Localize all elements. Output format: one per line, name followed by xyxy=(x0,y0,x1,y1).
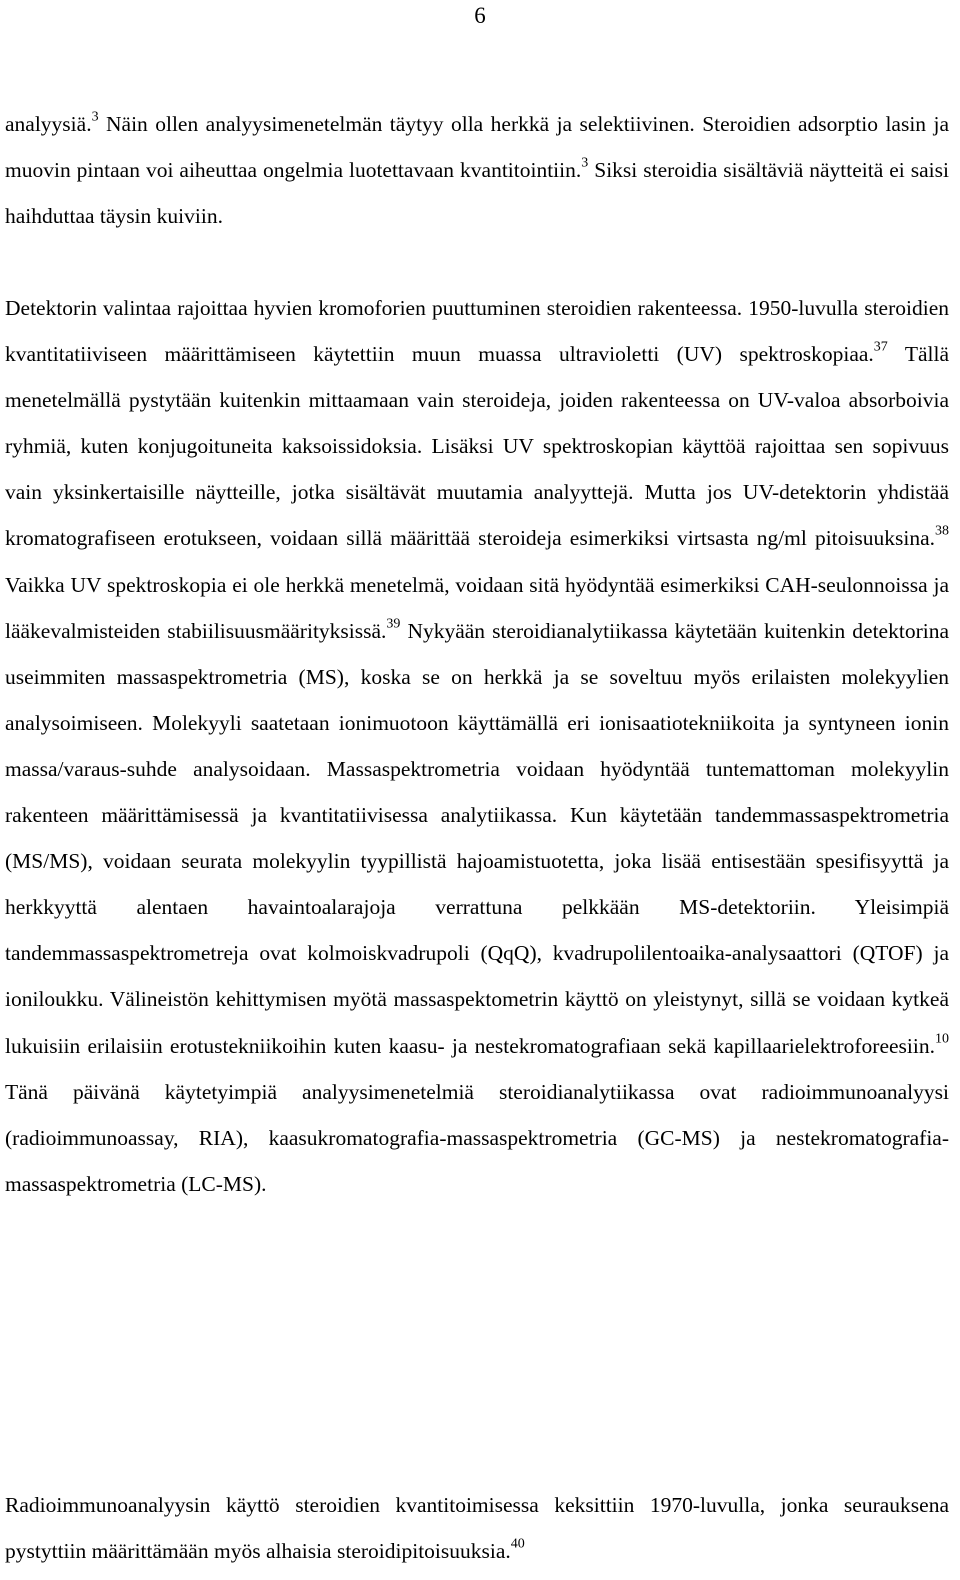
body-text: Vaikka UV spektroskopia ei ole herkkä menetelmä, voidaan sitä hyödyntää esimerkiksi CAH-seulonnoissa ja lääkevalmisteiden stabiilisuusmäärityksissä. xyxy=(5,572,949,643)
body-text: Tällä menetelmällä pystytään kuitenkin mittaamaan vain steroideja, joiden rakenteessa on UV-valoa absorboivia ryhmiä, kuten konjugoituneita kaksoissidoksia. Lisäksi UV spektroskopian käyttöä rajoittaa sen sopivuus vain yksinkertaisille näytteille, jotka sisältävät muutamia analyyttejä. Mutta jos UV-detektorin yhdistää kromatografiseen erotukseen, voidaan sillä määrittää steroideja esimerkiksi virtsasta ng/ml pitoisuuksina. xyxy=(5,342,949,551)
body-text: Siksi steroidia sisältäviä näytteitä ei saisi haihduttaa täysin kuiviin. xyxy=(5,158,949,229)
body-text: Radioimmunoanalyysin käyttö steroidien kvantitoimisessa keksittiin 1970-luvulla, jonka seurauksena pystyttiin määrittämään myös alhaisia steroidipitoisuuksia. xyxy=(5,1493,949,1564)
paragraph-radioimmunoassay xyxy=(5,1482,949,1574)
footnote-reference: 39 xyxy=(386,616,401,632)
paragraph-intro xyxy=(5,101,949,239)
footnote-reference: 40 xyxy=(510,1536,525,1552)
body-text: Näin ollen analyysimenetelmän täytyy olla herkkä ja selektiivinen. Steroidien adsorptio lasin ja muovin pintaan voi aiheuttaa ongelmia luotettavaan kvantitointiin. xyxy=(5,112,949,183)
body-text: Detektorin valintaa rajoittaa hyvien kromoforien puuttuminen steroidien rakenteessa. 1950-luvulla steroidien kvantitatiiviseen määrittämiseen käytettiin muun muassa ultravioletti (UV) spektroskopiaa. xyxy=(5,296,949,367)
page-number: 6 xyxy=(474,3,486,28)
footnote-reference: 38 xyxy=(935,523,949,539)
footnote-reference: 3 xyxy=(581,155,589,171)
body-text: Nykyään steroidianalytiikassa käytetään kuitenkin detektorina useimmiten massaspektrometria (MS), koska se on herkkä ja se soveltuu myös erilaisten molekyylien analysoimiseen. Molekyyli saatetaan ionimuotoon käyttämällä eri ionisaatiotekniikoita ja syntyneen ionin massa/varaus-suhde analysoidaan. Massaspektrometria voidaan hyödyntää tuntemattoman molekyylin rakenteen määrittämisessä ja kvantitatiivisessa analytiikassa. Kun käytetään tandemmassaspektrometria (MS/MS), voidaan seurata molekyylin tyypillistä hajoamistuotetta, joka lisää entisestään spesifisyyttä ja herkkyyttä alentaen havaintoalarajoja verrattuna pelkkään MS-detektoriin. Yleisimpiä tandemmassaspektrometreja ovat kolmoiskvadrupoli (QqQ), kvadrupolilentoaika-analysaattori (QTOF) ja ioniloukku. Välineistön kehittymisen myötä massaspektometrin käyttö on yleistynyt, sillä se voidaan kytkeä lukuisiin erilaisiin erotustekniikoihin kuten kaasu- ja nestekromatografiaan sekä kapillaarielektroforeesiin. xyxy=(5,618,949,1058)
footnote-reference: 3 xyxy=(91,109,99,125)
paragraph-detectors xyxy=(5,285,949,1207)
footnote-reference: 37 xyxy=(873,339,888,355)
body-text: analyysiä. xyxy=(5,112,92,136)
body-text: Tänä päivänä käytetyimpiä analyysimenetelmiä steroidianalytiikassa ovat radioimmunoanalyysi (radioimmunoassay, RIA), kaasukromatografia-massaspektrometria (GC-MS) ja nestekromatografia-massaspektrometria (LC-MS). xyxy=(5,1079,949,1196)
footnote-reference: 10 xyxy=(935,1031,949,1046)
